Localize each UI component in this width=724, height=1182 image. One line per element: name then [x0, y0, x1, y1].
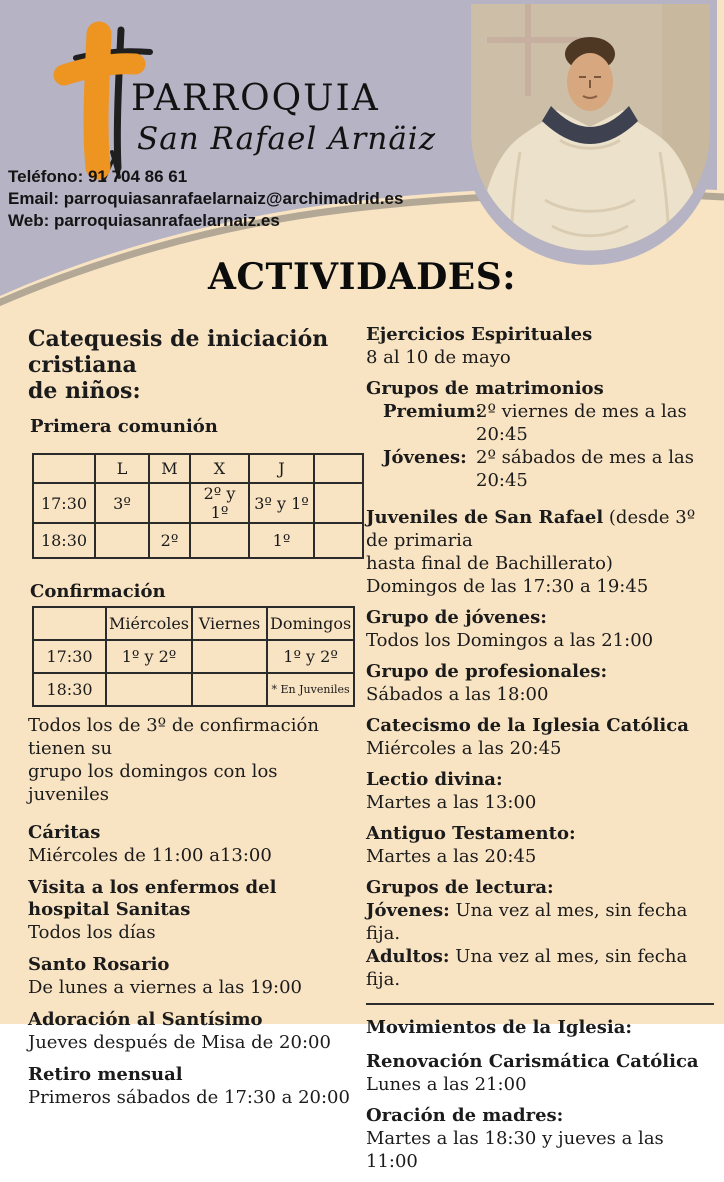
table-cell [33, 607, 106, 640]
item-detail: Martes a las 20:45 [366, 846, 537, 867]
table-cell: 18:30 [33, 523, 95, 558]
list-item [28, 1064, 364, 1109]
note-line1: Todos los de 3º de confirmación tienen su [28, 715, 319, 759]
brand-subtitle: San Rafael Arnäiz [137, 121, 437, 157]
item-detail: Martes a las 18:30 y jueves a las 11:00 [366, 1128, 664, 1172]
item-title: Grupos de lectura: [366, 877, 554, 898]
brand-title: PARROQUIA [131, 78, 380, 119]
sub-label: Premium: [383, 401, 483, 422]
list-item [366, 1051, 718, 1096]
primera-comunion-table [32, 453, 364, 559]
table-row [33, 454, 363, 483]
item-subline [366, 400, 718, 446]
item-title: Grupos de matrimonios [366, 378, 604, 399]
item-detail: Miércoles de 11:00 a13:00 [28, 845, 272, 866]
item-detail: Todos los Domingos a las 21:00 [366, 630, 654, 651]
list-item [28, 1009, 364, 1054]
section-divider [366, 1003, 714, 1005]
table-cell [192, 640, 267, 673]
item-detail: Miércoles a las 20:45 [366, 738, 562, 759]
table-cell: * En Juveniles [267, 673, 354, 706]
table-cell: 17:30 [33, 483, 95, 523]
item-subline [366, 899, 718, 945]
content-columns [28, 318, 718, 1182]
item-title-rest: (desde 3º de primaria [366, 507, 696, 551]
confirmacion-table [32, 606, 355, 707]
table-cell: 1º [249, 523, 314, 558]
list-item [366, 607, 718, 652]
catequesis-section-title [28, 326, 364, 404]
item-detail: Todos los días [28, 922, 156, 943]
table-cell: M [149, 454, 190, 483]
item-subline [366, 945, 718, 991]
table-cell: Miércoles [106, 607, 192, 640]
item-title: Catecismo de la Iglesia Católica [366, 715, 689, 736]
item-title: Lectio divina: [366, 769, 503, 790]
item-detail: 8 al 10 de mayo [366, 347, 511, 368]
list-item [366, 823, 718, 868]
item-title: Cáritas [28, 822, 101, 843]
contact-email: Email: parroquiasanrafaelarnaiz@archimadrid.es [8, 189, 404, 208]
table-cell: Domingos [267, 607, 354, 640]
item-title: Visita a los enfermos del hospital Sanitas [28, 877, 277, 920]
sub-label: Adultos: [366, 946, 450, 967]
item-detail: Primeros sábados de 17:30 a 20:00 [28, 1087, 350, 1108]
catequesis-title-line1: Catequesis de iniciación cristiana [28, 326, 329, 378]
primera-comunion-title: Primera comunión [30, 416, 218, 437]
table-cell: 3º y 1º [249, 483, 314, 523]
table-cell [192, 673, 267, 706]
item-detail: Lunes a las 21:00 [366, 1074, 527, 1095]
catequesis-title-line2: de niños: [28, 378, 141, 404]
item-subline [366, 446, 718, 492]
table-cell: Viernes [192, 607, 267, 640]
list-item [366, 769, 718, 814]
item-title: Santo Rosario [28, 954, 170, 975]
item-title: Retiro mensual [28, 1064, 183, 1085]
list-item [366, 378, 718, 492]
table-cell [190, 523, 249, 558]
item-title: Movimientos de la Iglesia: [366, 1017, 633, 1038]
item-title: Adoración al Santísimo [28, 1009, 263, 1030]
list-item [366, 661, 718, 706]
item-title: Oración de madres: [366, 1105, 564, 1126]
table-row [33, 483, 363, 523]
item-detail: hasta final de Bachillerato) [366, 553, 613, 574]
sub-label: Jóvenes: [366, 900, 450, 921]
table-row [33, 523, 363, 558]
item-title: Ejercicios Espirituales [366, 324, 593, 345]
table-row [33, 673, 354, 706]
item-title: Grupo de profesionales: [366, 661, 608, 682]
monk-portrait [463, 0, 717, 265]
item-title: Renovación Carismática Católica [366, 1051, 699, 1072]
table-cell: J [249, 454, 314, 483]
contact-block [8, 166, 403, 232]
table-cell [106, 673, 192, 706]
table-cell [314, 454, 363, 483]
item-detail: Jueves después de Misa de 20:00 [28, 1032, 331, 1053]
sub-label: Jóvenes: [383, 447, 467, 468]
list-item [28, 877, 364, 944]
confirmacion-note [28, 714, 364, 806]
page-title: ACTIVIDADES: [207, 256, 517, 298]
table-cell [314, 523, 363, 558]
item-title: Antiguo Testamento: [366, 823, 576, 844]
table-cell: 1º y 2º [106, 640, 192, 673]
table-cell [33, 454, 95, 483]
item-title: Grupo de jóvenes: [366, 607, 547, 628]
list-item [366, 715, 718, 760]
table-cell [314, 483, 363, 523]
sub-detail: 2º viernes de mes a las 20:45 [476, 401, 687, 445]
item-detail: Martes a las 13:00 [366, 792, 537, 813]
table-cell: 18:30 [33, 673, 106, 706]
item-detail: Sábados a las 18:00 [366, 684, 549, 705]
table-cell [95, 523, 149, 558]
item-detail: Domingos de las 17:30 a 19:45 [366, 576, 649, 597]
table-cell: 17:30 [33, 640, 106, 673]
table-cell: 2º y 1º [190, 483, 249, 523]
right-column [364, 318, 718, 1182]
sub-detail: 2º sábados de mes a las 20:45 [476, 447, 694, 491]
table-cell: L [95, 454, 149, 483]
table-row [33, 607, 354, 640]
table-cell: 2º [149, 523, 190, 558]
sub-detail: Una vez al mes, sin fecha fija. [366, 900, 688, 944]
movimientos-heading [366, 1017, 718, 1039]
item-detail: De lunes a viernes a las 19:00 [28, 977, 302, 998]
list-item [366, 1105, 718, 1173]
contact-web: Web: parroquiasanrafaelarnaiz.es [8, 211, 280, 230]
table-cell [149, 483, 190, 523]
table-cell: 3º [95, 483, 149, 523]
left-column [28, 318, 364, 1182]
list-item [366, 324, 718, 369]
table-cell: 1º y 2º [267, 640, 354, 673]
table-row [33, 640, 354, 673]
list-item [366, 506, 718, 598]
confirmacion-title: Confirmación [30, 581, 166, 602]
note-line2: grupo los domingos con los juveniles [28, 761, 278, 805]
list-item [366, 877, 718, 991]
contact-phone: Teléfono: 91 704 86 61 [8, 167, 188, 186]
item-title-bold: Juveniles de San Rafael [366, 507, 604, 528]
table-cell: X [190, 454, 249, 483]
list-item [28, 822, 364, 867]
sub-detail: Una vez al mes, sin fecha fija. [366, 946, 688, 990]
list-item [28, 954, 364, 999]
item-title [366, 506, 718, 552]
